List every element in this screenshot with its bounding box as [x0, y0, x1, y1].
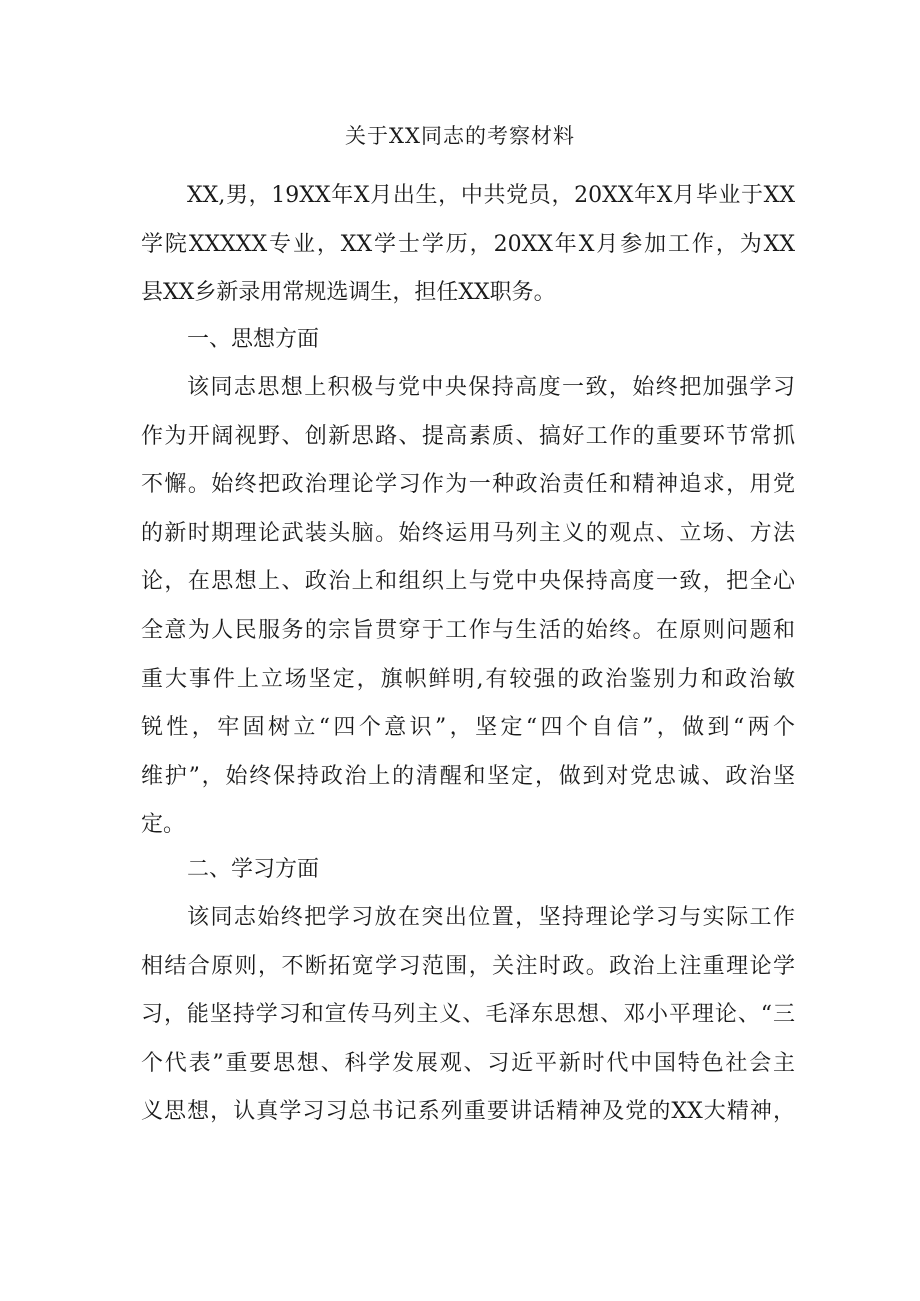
- body-line: 重大事件上立场坚定，旗帜鲜明,有较强的政治鉴别力和政治敏: [141, 666, 795, 692]
- body-line: 该同志始终把学习放在突出位置，坚持理论学习与实际工作: [187, 905, 795, 930]
- body-line: 相结合原则，不断拓宽学习范围，关注时政。政治上注重理论学: [141, 953, 795, 979]
- section-study-paragraph: [141, 894, 795, 1137]
- body-line: 全意为人民服务的宗旨贯穿于工作与生活的始终。在原则问题和: [141, 617, 795, 643]
- document-title: 关于XX同志的考察材料: [345, 124, 575, 148]
- intro-paragraph: [141, 172, 795, 318]
- intro-line: XX,男，19XX年X月出生，中共党员，20XX年X月毕业于XX: [187, 183, 795, 208]
- body-line: 个代表”重要思想、科学发展观、习近平新时代中国特色社会主: [141, 1050, 795, 1076]
- body-line: 的新时期理论武装头脑。始终运用马列主义的观点、立场、方法: [141, 520, 795, 546]
- body-line: 维护”，始终保持政治上的清醒和坚定，做到对党忠诚、政治坚: [141, 763, 795, 789]
- intro-line: 县XX乡新录用常规选调生，担任XX职务。: [141, 280, 556, 306]
- body-line: 锐性，牢固树立“四个意识”，坚定“四个自信”，做到“两个: [141, 715, 795, 741]
- body-line: 习，能坚持学习和宣传马列主义、毛泽东思想、邓小平理论、“三: [141, 1002, 795, 1028]
- body-line: 论，在思想上、政治上和组织上与党中央保持高度一致，把全心: [141, 569, 795, 595]
- intro-line: 学院XXXXX专业，XX学士学历，20XX年X月参加工作，为XX: [141, 231, 795, 257]
- body-line: 作为开阔视野、创新思路、提高素质、搞好工作的重要环节常抓: [141, 423, 795, 449]
- body-line: 该同志思想上积极与党中央保持高度一致，始终把加强学习: [187, 375, 795, 400]
- section-heading-thought: 一、思想方面: [187, 327, 320, 352]
- body-line: 义思想，认真学习习总书记系列重要讲话精神及党的XX大精神，: [141, 1099, 795, 1125]
- body-line: 不懈。始终把政治理论学习作为一种政治责任和精神追求，用党: [141, 472, 795, 498]
- section-thought-paragraph: [141, 364, 795, 850]
- section-heading-study: 二、学习方面: [187, 857, 320, 882]
- body-line: 定。: [141, 812, 186, 838]
